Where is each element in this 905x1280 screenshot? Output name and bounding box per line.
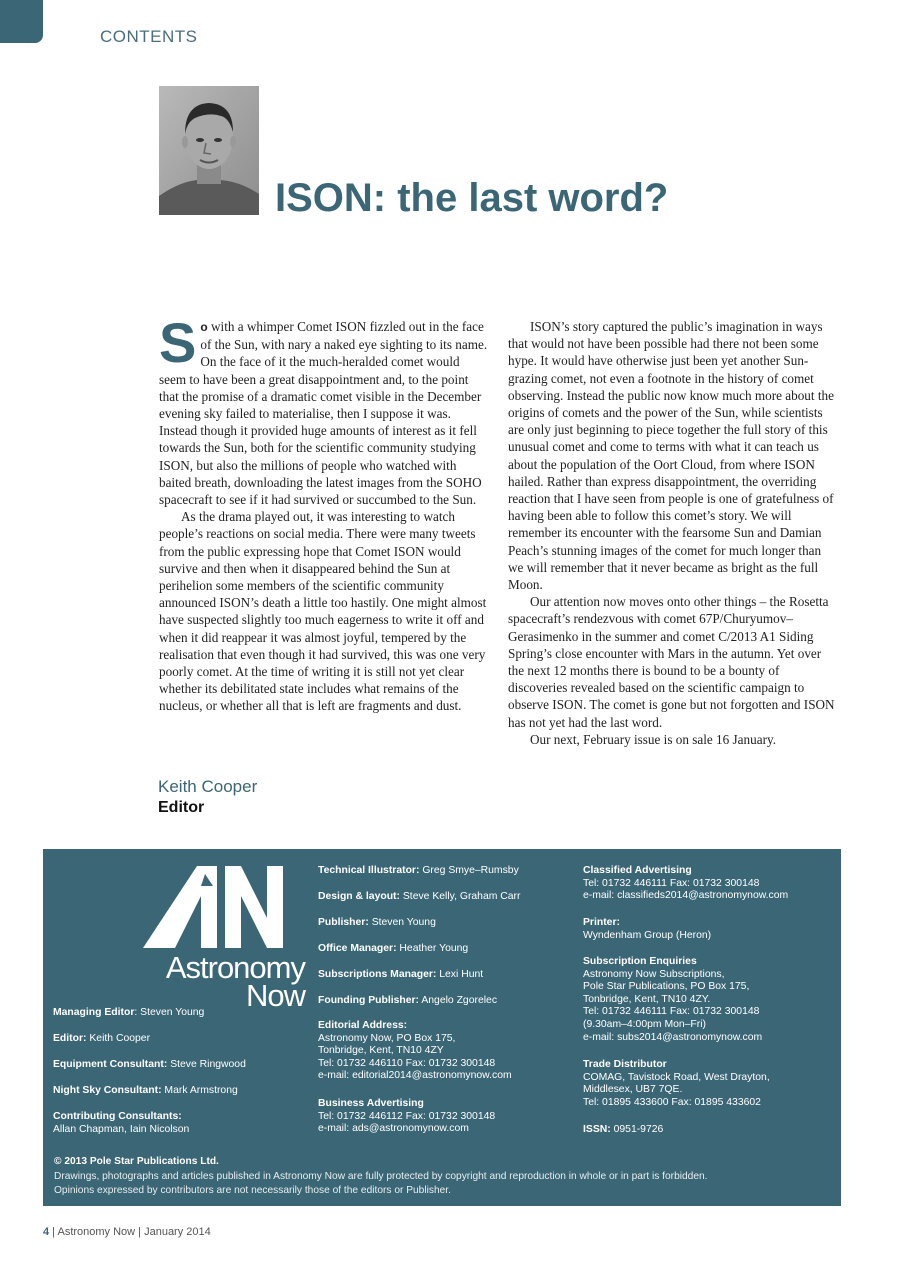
paragraph: As the drama played out, it was interesting to watch people’s reactions on social media. There were many tweets from the public expressing hope that Comet ISON would survive and then when it disappeared behind the Sun at perihelion some members of the scientific community announced ISON’s death a little too hastily. One might almost have suspected slightly too much eagerness to write it off and when it did reappear it was almost joyful, tempered by the realisation that even though it had survived, this was one very poorly comet. At the time of writing it is still not yet clear whether its debilitated state includes what remains of the nucleus, or whether all that is left are fragments and dust. xyxy=(159,509,487,714)
classified-advertising: Classified Advertising Tel: 01732 446111 Fax: 01732 300148 e-mail: classifieds2014@astronomynow.com xyxy=(583,865,789,902)
paragraph: Our next, February issue is on sale 16 January. xyxy=(530,731,776,747)
footer-text: | Astronomy Now | January 2014 xyxy=(49,1226,211,1238)
trade-distributor: Trade Distributor COMAG, Tavistock Road, West Drayton, Middlesex, UB7 7QE. Tel: 01895 433600 Fax: 01895 433602 xyxy=(583,1059,770,1108)
paragraph: ISON’s story captured the public’s imagination in ways that would not have been possible had there not been some hype. It would have otherwise just been yet another Sun-grazing comet, not even a footnote in the history of comet observing. Instead the public now know much more about the origins of comets and the power of the Sun, while scientists are only just beginning to piece together the full story of this unusual comet and come to terms with what it can teach us about the population of the Oort Cloud, from where ISON hailed. Rather than express disappointment, the overriding reaction that I have seen from people is one of gratefulness of having been able to follow this comet’s story. We will remember its encounter with the fearsome Sun and Damian Peach’s stunning images of the comet for much longer than we will remember that it never became as bright as the full Moon. xyxy=(508,319,834,593)
credit-line: Managing Editor: Steven Young xyxy=(53,1007,205,1018)
page-footer xyxy=(43,1226,211,1238)
credit-line: Office Manager: Heather Young xyxy=(318,943,469,954)
paragraph: with a whimper Comet ISON fizzled out in the face of the Sun, with nary a naked eye sighting to its name. On the face of it the much-heralded comet would seem to have been a great disappointment and, to the point that the promise of a dramatic comet visible in the December evening sky failed to materialise, then I suppose it was. Instead though it provided huge amounts of interest as it fell towards the Sun, both for the scientific community studying ISON, but also the millions of people who watched with baited breath, downloading the latest images from the SOHO spacecraft to see if it had survived or succumbed to the Sun. xyxy=(159,319,488,508)
credit-line: Contributing Consultants: Allan Chapman, Iain Nicolson xyxy=(53,1111,190,1135)
logo-line-2: Now xyxy=(245,978,305,1013)
credit-line: Founding Publisher: Angelo Zgorelec xyxy=(318,995,498,1006)
editorial-address: Editorial Address: Astronomy Now, PO Box 175, Tonbridge, Kent, TN10 4ZY Tel: 01732 446110 Fax: 01732 300148 e-mail: editorial2014@astronomynow.com xyxy=(318,1020,512,1082)
credit-line: Technical Illustrator: Greg Smye–Rumsby xyxy=(318,865,519,876)
printer: Printer: Wyndenham Group (Heron) xyxy=(583,917,712,941)
logo-line-1: Astronomy xyxy=(165,950,305,985)
disclaimer: Drawings, photographs and articles published in Astronomy Now are fully protected by copyright and reproduction in whole or in part is forbidden. xyxy=(54,1170,708,1182)
page-number: 4 xyxy=(43,1226,50,1238)
article-column-left xyxy=(159,311,489,715)
credit-line: Publisher: Steven Young xyxy=(318,917,436,928)
credit-line: Subscriptions Manager: Lexi Hunt xyxy=(318,969,484,980)
author-role: Editor xyxy=(158,799,205,816)
paragraph: Our attention now moves onto other things – the Rosetta spacecraft’s rendezvous with comet 67P/Churyumov–Gerasimenko in the summer and comet C/2013 A1 Siding Spring’s close encounter with Mars in the autumn. Yet over the next 12 months there is bound to be a bounty of discoveries revealed based on the scientific campaign to observe ISON. The comet is gone but not forgotten and ISON has not yet had the last word. xyxy=(508,594,835,730)
business-advertising: Business Advertising Tel: 01732 446112 Fax: 01732 300148 e-mail: ads@astronomynow.com xyxy=(318,1098,496,1135)
author-name: Keith Cooper xyxy=(158,777,258,796)
astronomy-now-logo xyxy=(105,866,305,1013)
dropcap: S xyxy=(159,311,197,374)
masthead-footer xyxy=(54,1155,834,1199)
article-title: ISON: the last word? xyxy=(275,176,669,220)
section-tab xyxy=(0,0,43,43)
masthead xyxy=(43,849,841,1206)
credit-line: Equipment Consultant: Steve Ringwood xyxy=(53,1059,246,1070)
subscription-enquiries: Subscription Enquiries Astronomy Now Subscriptions, Pole Star Publications, PO Box 175, Tonbridge, Kent, TN10 4ZY. Tel: 01732 446111 Fax: 01732 300148 (9.30am–4:00pm Mon–Fri) e-mail: subs2014@astronomynow.com xyxy=(583,956,763,1043)
issn: ISSN: 0951-9726 xyxy=(583,1124,664,1135)
credit-line: Editor: Keith Cooper xyxy=(53,1033,151,1044)
author-portrait xyxy=(159,86,259,215)
copyright: © 2013 Pole Star Publications Ltd. xyxy=(54,1156,219,1167)
credit-line: Night Sky Consultant: Mark Armstrong xyxy=(53,1085,238,1096)
section-label: CONTENTS xyxy=(100,27,198,46)
lead-word: o xyxy=(200,320,208,334)
article-column-right xyxy=(508,318,838,748)
logo-mark-icon xyxy=(105,866,305,950)
credit-line: Design & layout: Steve Kelly, Graham Carr xyxy=(318,891,521,902)
disclaimer: Opinions expressed by contributors are not necessarily those of the editors or Publisher. xyxy=(54,1185,451,1196)
